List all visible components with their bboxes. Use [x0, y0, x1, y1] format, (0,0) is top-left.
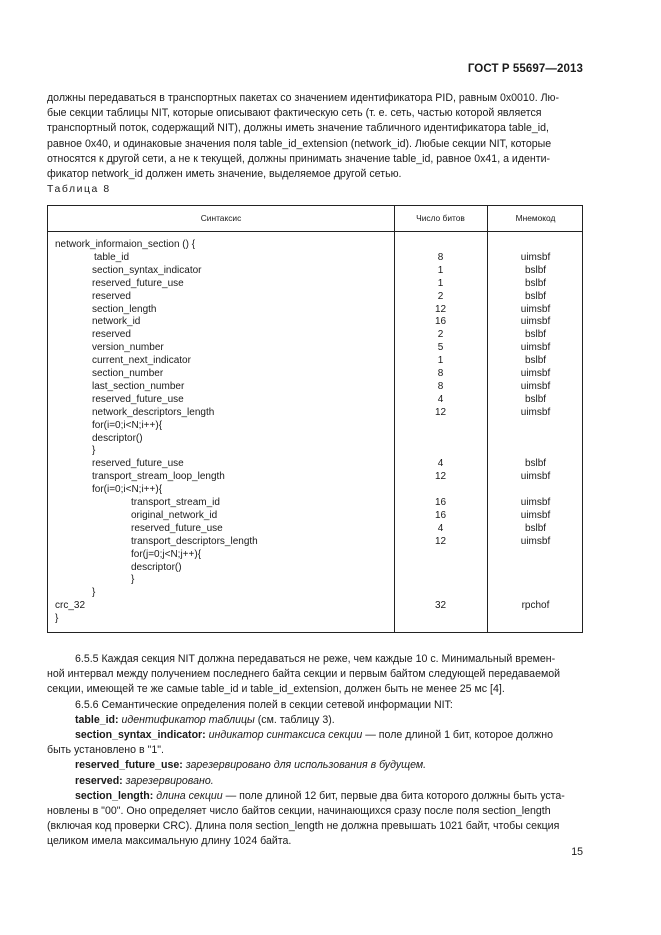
intro-line: транспортный поток, содержащий NIT), должны иметь значение табличного идентификатора table_id,: [47, 122, 549, 135]
definition-rest: — поле длиной 1 бит, которое должно: [362, 729, 553, 742]
intro-paragraph: [47, 91, 584, 182]
mnemonic-cell: bslbf: [524, 264, 547, 276]
syntax-cell: for(i=0;i<N;i++){: [92, 419, 163, 431]
definition: идентификатор таблицы: [121, 713, 255, 726]
mnemonic-cell: bslbf: [524, 458, 547, 470]
bits-cell: 5: [437, 342, 444, 354]
syntax-cell: transport_descriptors_length: [131, 535, 258, 547]
mnemonic-cell: uimsbf: [520, 316, 551, 328]
table-row: [48, 599, 582, 612]
syntax-cell: network_informaion_section () {: [55, 239, 196, 250]
intro-line: фикатор network_id должен иметь значение, выделяемое другой сетью.: [47, 168, 402, 181]
syntax-cell: last_section_number: [92, 380, 185, 392]
syntax-cell: transport_stream_loop_length: [92, 471, 225, 483]
header-divider: [48, 231, 582, 232]
table-row: [48, 561, 582, 574]
definition-rest: (см. таблицу 3).: [254, 713, 335, 726]
p655-line: ной интервал между получением последнего байта секции и первым байтом следующей передаваемой: [47, 668, 561, 681]
def-continuation: целиком имела максимальную длину 1024 байта.: [47, 835, 292, 848]
mnemonic-cell: uimsbf: [520, 509, 551, 521]
bits-cell: 1: [437, 264, 444, 276]
intro-line: бые секции таблицы NIT, которые описывают фактическую сеть (т. е. сеть, частью которой является: [47, 107, 542, 120]
definition: длина секции: [156, 789, 223, 802]
standard-designation: ГОСТ Р 55697—2013: [467, 63, 583, 75]
bits-cell: 8: [437, 368, 444, 379]
syntax-cell: }: [131, 574, 135, 586]
table-row: [48, 470, 582, 483]
syntax-cell: network_descriptors_length: [92, 406, 215, 418]
syntax-cell: reserved: [92, 290, 131, 302]
mnemonic-cell: uimsbf: [520, 497, 551, 508]
syntax-cell: transport_stream_id: [131, 497, 220, 508]
syntax-cell: reserved: [92, 329, 131, 341]
header-syntax: Синтаксис: [200, 213, 242, 223]
table-row: [48, 496, 582, 509]
bits-cell: 32: [434, 600, 447, 612]
syntax-cell: section_syntax_indicator: [92, 264, 202, 276]
table-row: [48, 354, 582, 367]
bits-cell: 16: [434, 509, 447, 521]
term: reserved_future_use:: [75, 759, 183, 772]
table-row: [48, 341, 582, 354]
table-row: [48, 393, 582, 406]
mnemonic-cell: uimsbf: [520, 380, 551, 392]
page-number: 15: [571, 846, 583, 858]
definition: индикатор синтаксиса секции: [208, 729, 363, 742]
p655-line: секции, имеющей те же самые table_id и table_id_extension, должен быть не менее 25 мс [4].: [47, 683, 505, 696]
bits-cell: 12: [434, 303, 447, 315]
p656-heading: 6.5.6 Семантические определения полей в секции сетевой информации NIT:: [75, 698, 453, 711]
def-section-length: [47, 789, 584, 804]
syntax-cell: descriptor(): [92, 432, 143, 444]
table-row: [48, 251, 582, 264]
syntax-cell: crc_32: [55, 600, 86, 612]
syntax-cell: }: [92, 587, 96, 599]
term: table_id:: [75, 713, 119, 726]
bits-cell: 1: [437, 277, 444, 289]
definition-rest: — поле длиной 12 бит, первые два бита которого должны быть уста-: [222, 789, 565, 802]
table-row: [48, 444, 582, 457]
def-continuation: быть установлено в "1".: [47, 744, 164, 757]
mnemonic-cell: bslbf: [524, 290, 547, 302]
table-row: [48, 380, 582, 393]
syntax-cell: network_id: [92, 316, 141, 328]
mnemonic-cell: uimsbf: [520, 251, 551, 263]
table-row: [48, 290, 582, 303]
table-row: [48, 509, 582, 522]
def-table-id: [47, 713, 584, 728]
p655-line: 6.5.5 Каждая секция NIT должна передаваться не реже, чем каждые 10 с. Минимальный времен-: [75, 653, 556, 665]
syntax-cell: section_length: [92, 303, 157, 315]
body-text: [47, 652, 584, 850]
mnemonic-cell: bslbf: [524, 393, 547, 405]
table-row: [48, 277, 582, 290]
mnemonic-cell: uimsbf: [520, 303, 551, 315]
table-row: [48, 586, 582, 599]
table-row: [48, 328, 582, 341]
term: section_syntax_indicator:: [75, 729, 206, 742]
bits-cell: 16: [434, 316, 447, 328]
header-bits: Число битов: [416, 213, 465, 223]
def-reserved-future-use: [47, 758, 584, 773]
syntax-cell: reserved_future_use: [92, 277, 184, 289]
bits-cell: 12: [434, 406, 447, 418]
mnemonic-cell: bslbf: [524, 355, 547, 367]
table-row: [48, 264, 582, 277]
bits-cell: 2: [437, 290, 444, 302]
syntax-cell: current_next_indicator: [92, 355, 191, 367]
syntax-cell: reserved_future_use: [131, 522, 223, 534]
mnemonic-cell: bslbf: [524, 329, 547, 341]
table-row: [48, 432, 582, 445]
intro-line: относятся к другой сети, а не к текущей, должны принимать значение table_id, равное 0x41, а иденти-: [47, 152, 551, 165]
table-row: [48, 457, 582, 470]
mnemonic-cell: uimsbf: [520, 406, 551, 418]
table-row: [48, 612, 582, 625]
table-row: [48, 419, 582, 432]
bits-cell: 16: [434, 497, 447, 508]
syntax-cell: original_network_id: [131, 509, 218, 521]
table-caption: Таблица 8: [47, 184, 111, 195]
term: section_length:: [75, 789, 154, 802]
syntax-cell: version_number: [92, 342, 164, 354]
syntax-cell: }: [92, 445, 96, 457]
header-mnemonic: Мнемокод: [515, 213, 556, 223]
syntax-cell: table_id: [94, 251, 130, 263]
table-row: [48, 548, 582, 561]
def-reserved: [47, 774, 584, 789]
syntax-table: [47, 205, 583, 633]
mnemonic-cell: uimsbf: [520, 471, 551, 483]
table-row: [48, 406, 582, 419]
mnemonic-cell: bslbf: [524, 277, 547, 289]
syntax-cell: descriptor(): [131, 561, 182, 573]
syntax-cell: for(i=0;i<N;i++){: [92, 484, 163, 496]
bits-cell: 2: [437, 329, 444, 341]
mnemonic-cell: uimsbf: [520, 368, 551, 379]
syntax-cell: reserved_future_use: [92, 458, 184, 470]
table-row: [48, 367, 582, 380]
syntax-cell: }: [55, 613, 59, 625]
table-row: [48, 315, 582, 328]
bits-cell: 4: [437, 393, 444, 405]
def-continuation: новлены в "00". Оно определяет число байтов секции, начинающихся сразу после поля section_length: [47, 805, 551, 818]
syntax-cell: for(j=0;j<N;j++){: [131, 548, 202, 560]
table-row: [48, 535, 582, 548]
definition: зарезервировано.: [125, 774, 214, 787]
table-row: [48, 573, 582, 586]
bits-cell: 8: [437, 251, 444, 263]
bits-cell: 12: [434, 471, 447, 483]
bits-cell: 4: [437, 522, 444, 534]
term: reserved:: [75, 774, 123, 787]
mnemonic-cell: uimsbf: [520, 535, 551, 547]
table-row: [48, 238, 582, 251]
def-section-syntax-indicator: [47, 728, 584, 743]
table-row: [48, 303, 582, 316]
intro-line: должны передаваться в транспортных пакетах со значением идентификатора PID, равным 0x0010. Лю-: [47, 92, 560, 104]
table-row: [48, 522, 582, 535]
mnemonic-cell: rpchof: [521, 600, 550, 612]
syntax-cell: reserved_future_use: [92, 393, 184, 405]
intro-line: равное 0x40, и одинаковые значения поля table_id_extension (network_id). Любые секции NIT, которые: [47, 137, 552, 150]
definition: зарезервировано для использования в будущем.: [185, 759, 427, 772]
bits-cell: 8: [437, 380, 444, 392]
syntax-cell: section_number: [92, 368, 164, 379]
bits-cell: 12: [434, 535, 447, 547]
bits-cell: 1: [437, 355, 444, 367]
mnemonic-cell: uimsbf: [520, 342, 551, 354]
def-continuation: (включая код проверки CRC). Длина поля section_length не должна превышать 1021 байт, чтобы секция: [47, 820, 560, 833]
mnemonic-cell: bslbf: [524, 522, 547, 534]
table-row: [48, 483, 582, 496]
bits-cell: 4: [437, 458, 444, 470]
